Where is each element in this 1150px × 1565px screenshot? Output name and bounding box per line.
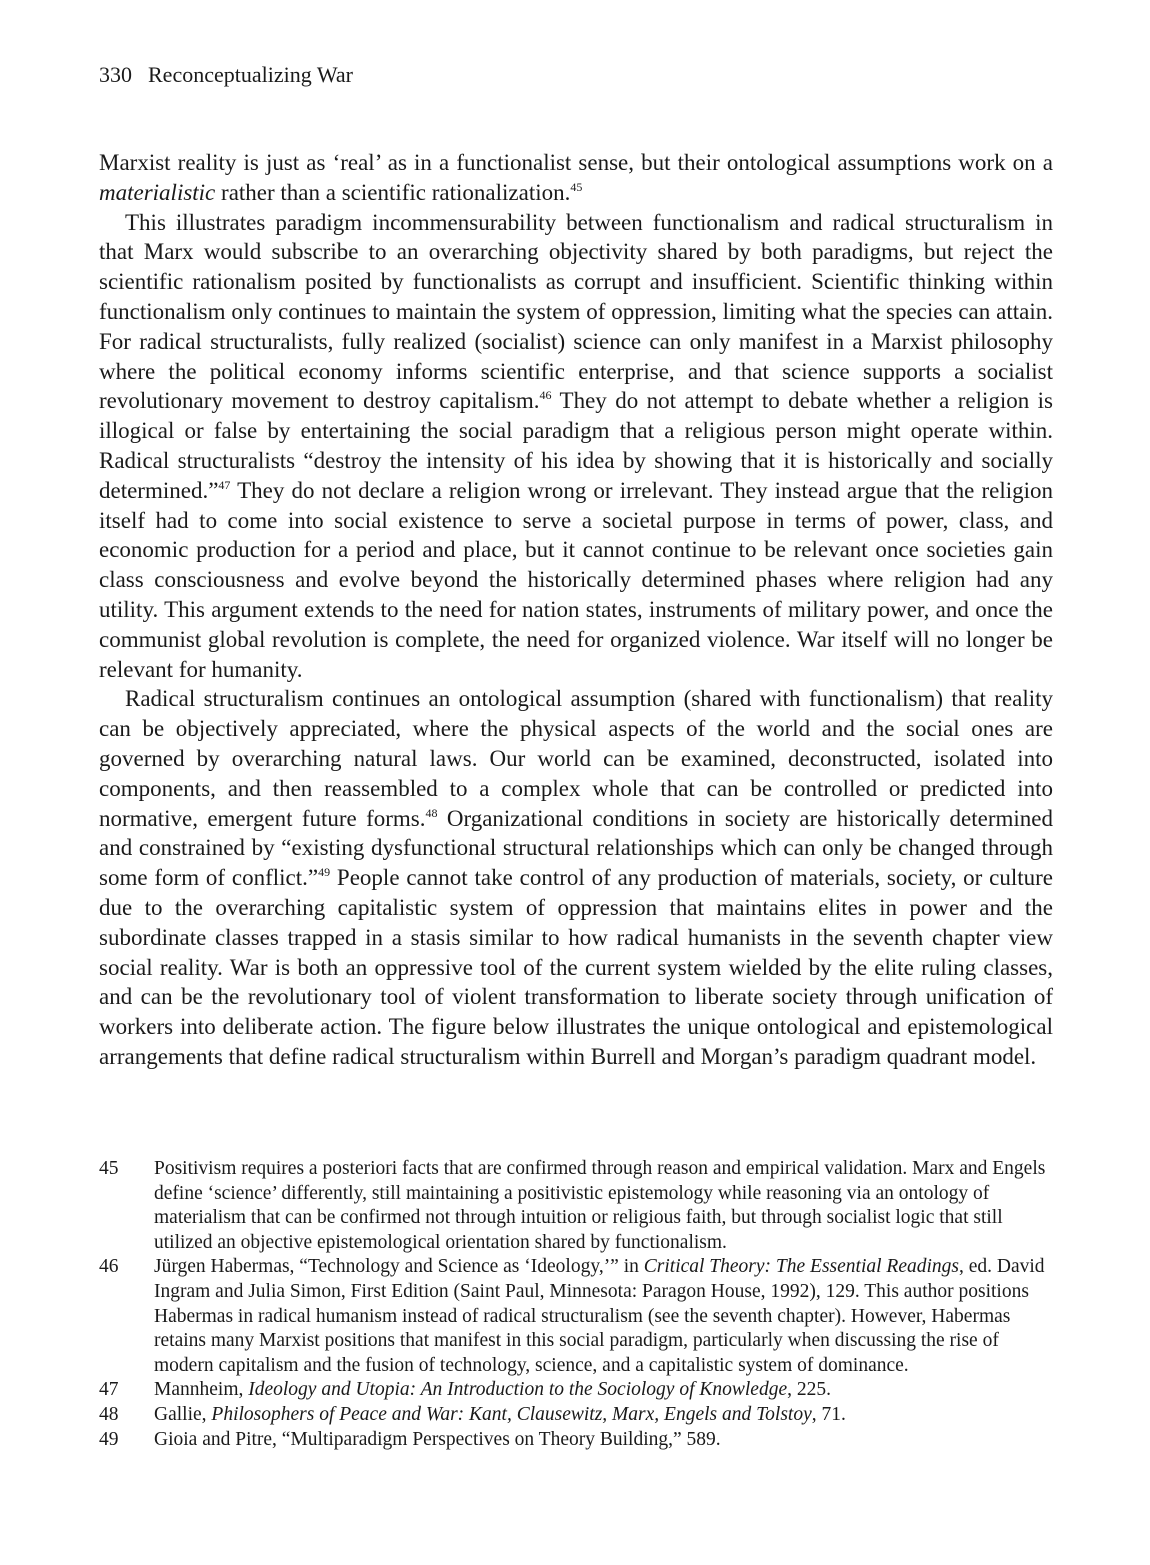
footnote-text: Gioia and Pitre, “Multiparadigm Perspectives on Theory Building,” 589. xyxy=(154,1428,721,1450)
text-run: rather than a scientific rationalization. xyxy=(215,179,571,205)
running-title: Reconceptualizing War xyxy=(148,62,353,87)
footnote-ref-49[interactable]: 49 xyxy=(318,865,331,880)
italic-run: Ideology and Utopia: An Introduction to the Sociology of Knowledge xyxy=(248,1379,788,1401)
footnote-number: 49 xyxy=(99,1428,119,1450)
text-run: Mannheim, xyxy=(154,1379,249,1401)
text-run: This illustrates paradigm incommensurability between functionalism and radical structuralism in that Marx would subscribe to an overarching objectivity shared by both paradigms, but reject the scientific rationalism posited by functionalists as corrupt and insufficient. Scientific thinking within functionalism only continues to maintain the system of oppression, limiting what the species can attain. For radical structuralists, fully realized (socialist) science can only manifest in a Marxist philosophy where the political economy informs scientific enterprise, and that science supports a socialist revolutionary movement to destroy capitalism. xyxy=(99,209,1053,414)
italic-run: materialistic xyxy=(99,179,216,205)
footnote-number: 46 xyxy=(99,1256,119,1278)
paragraph-1 xyxy=(99,148,1053,208)
footnote-48 xyxy=(99,1403,1049,1428)
footnotes xyxy=(99,1157,1049,1452)
footnote-ref-47[interactable]: 47 xyxy=(218,477,231,492)
footnote-46 xyxy=(99,1255,1049,1378)
footnote-number: 45 xyxy=(99,1158,119,1179)
footnote-ref-45[interactable]: 45 xyxy=(570,179,583,194)
text-run: Organizational conditions in society are historically determined and constrained by “existing dysfunctional structural relationships which can only be changed through some form of conflict.” xyxy=(99,805,1053,891)
italic-run: Philosophers of Peace and War: Kant, Clausewitz, Marx, Engels and Tolstoy xyxy=(211,1403,812,1425)
text-run: People cannot take control of any production of materials, society, or culture due to the overarching capitalistic system of oppression that maintains elites in power and the subordinate classes trapped in a stasis similar to how radical humanists in the seventh chapter view social reality. War is both an oppressive tool of the current system wielded by the elite ruling classes, and can be the revolutionary tool of violent transformation to liberate society through unification of workers into deliberate action. The figure below illustrates the unique ontological and epistemological arrangements that define radical structuralism within Burrell and Morgan’s paradigm quadrant model. xyxy=(99,865,1053,1069)
body-text xyxy=(99,148,1053,1072)
text-run: Gallie, xyxy=(154,1403,212,1425)
footnote-text xyxy=(154,1378,1049,1403)
text-run: , 71. xyxy=(811,1403,846,1425)
footnote-ref-46[interactable]: 46 xyxy=(539,388,552,403)
text-run: Jürgen Habermas, “Technology and Science as ‘Ideology,’” in xyxy=(154,1256,644,1278)
running-header xyxy=(99,62,353,88)
footnote-number: 48 xyxy=(99,1403,119,1425)
paragraph-3 xyxy=(99,684,1053,1071)
footnote-49 xyxy=(99,1428,1049,1453)
footnote-45 xyxy=(99,1157,1049,1255)
text-run: Marxist reality is just as ‘real’ as in a functionalist sense, but their ontological assumptions work on a xyxy=(99,150,1053,175)
text-run: , 225. xyxy=(787,1379,831,1401)
footnote-ref-48[interactable]: 48 xyxy=(425,805,438,820)
text-run: They do not attempt to debate whether a religion is illogical or false by entertaining the social paradigm that a religious person might operate within. Radical structuralists “destroy the intensity of his idea by showing that it is historically and socially determined.” xyxy=(99,388,1054,503)
footnote-47 xyxy=(99,1378,1049,1403)
page-number: 330 xyxy=(99,62,132,87)
footnote-text: Positivism requires a posteriori facts that are confirmed through reason and empirical validation. Marx and Engels define ‘science’ differently, still maintaining a positivistic epistemology while reasoning via an ontology of materialism that can be confirmed not through intuition or religious faith, but through socialist logic that still utilized an objective epistemological orientation shared by functionalism. xyxy=(154,1158,1046,1253)
footnote-text xyxy=(154,1255,1049,1378)
paragraph-2 xyxy=(99,208,1053,685)
text-run: They do not declare a religion wrong or irrelevant. They instead argue that the religion itself had to come into social existence to serve a societal purpose in terms of power, class, and economic production for a period and place, but it cannot continue to be relevant once societies gain class consciousness and evolve beyond the historically determined phases where religion had any utility. This argument extends to the need for nation states, instruments of military power, and once the communist global revolution is complete, the need for organized violence. War itself will no longer be relevant for humanity. xyxy=(99,477,1053,682)
text-run: Radical structuralism continues an ontological assumption (shared with functionalism) that reality can be objectively appreciated, where the physical aspects of the world and the social ones are governed by overarching natural laws. Our world can be examined, deconstructed, isolated into components, and then reassembled to a complex whole that can be controlled or predicted into normative, emergent future forms. xyxy=(99,686,1053,831)
footnote-number: 47 xyxy=(99,1379,119,1401)
text-run: , ed. David Ingram and Julia Simon, First Edition (Saint Paul, Minnesota: Paragon House, 1992), 129. This author positions Habermas in radical humanism instead of radical structuralism (see the seventh chapter). However, Habermas retains many Marxist positions that manifest in this social paradigm, particularly when discussing the rise of modern capitalism and the fusion of technology, science, and a capitalistic system of dominance. xyxy=(154,1256,1045,1376)
footnote-text xyxy=(154,1403,1049,1428)
italic-run: Critical Theory: The Essential Readings xyxy=(643,1256,959,1278)
